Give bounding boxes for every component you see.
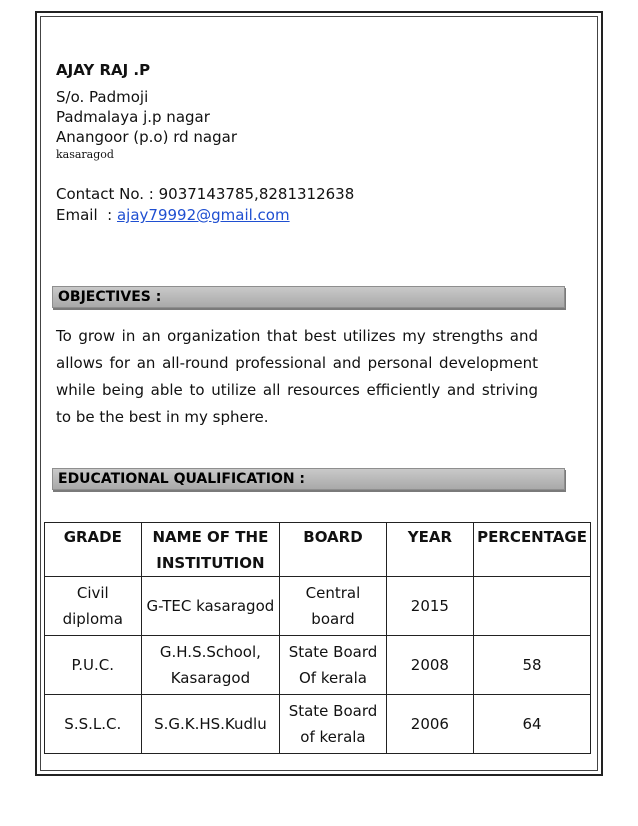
address-line-2: Padmalaya j.p nagar xyxy=(56,108,210,126)
cell-year: 2015 xyxy=(386,577,473,636)
cell-grade: S.S.L.C. xyxy=(45,695,142,754)
cell-institution: S.G.K.HS.Kudlu xyxy=(141,695,280,754)
table-row xyxy=(45,636,591,695)
header-grade: GRADE xyxy=(45,523,142,577)
email-label: Email : xyxy=(56,206,117,224)
table-row xyxy=(45,695,591,754)
objectives-heading-bar xyxy=(52,286,565,308)
cell-year: 2006 xyxy=(386,695,473,754)
address-line-1: S/o. Padmoji xyxy=(56,88,149,106)
objective-text: To grow in an organization that best utilizes my strengths and allows for an all-round professional and personal development while being able to utilize all resources efficiently and striving to be the best in my sphere. xyxy=(56,327,538,426)
header-institution: NAME OF THE INSTITUTION xyxy=(141,523,280,577)
cell-board: Central board xyxy=(280,577,386,636)
header-board: BOARD xyxy=(280,523,386,577)
header-year: YEAR xyxy=(386,523,473,577)
cell-percentage xyxy=(474,577,591,636)
education-heading-bar xyxy=(52,468,565,490)
address-line-3: Anangoor (p.o) rd nagar xyxy=(56,128,237,146)
contact-label: Contact No. : xyxy=(56,185,159,203)
cell-grade: Civil diploma xyxy=(45,577,142,636)
applicant-name: AJAY RAJ .P xyxy=(56,61,151,79)
contact-numbers: 9037143785,8281312638 xyxy=(158,185,355,203)
email-link[interactable]: ajay79992@gmail.com xyxy=(116,206,290,224)
cell-institution: G-TEC kasaragod xyxy=(141,577,280,636)
email-row xyxy=(56,206,290,224)
cell-board: State Board Of kerala xyxy=(280,636,386,695)
objectives-heading: OBJECTIVES : xyxy=(58,289,162,305)
cell-grade: P.U.C. xyxy=(45,636,142,695)
cell-institution: G.H.S.School, Kasaragod xyxy=(141,636,280,695)
header-percentage: PERCENTAGE xyxy=(474,523,591,577)
cell-year: 2008 xyxy=(386,636,473,695)
address-district: kasaragod xyxy=(56,148,114,161)
contact-row xyxy=(56,185,354,203)
cell-percentage: 58 xyxy=(474,636,591,695)
table-header-row xyxy=(45,523,591,577)
education-heading: EDUCATIONAL QUALIFICATION : xyxy=(58,471,306,487)
cell-percentage: 64 xyxy=(474,695,591,754)
table-row xyxy=(45,577,591,636)
cell-board: State Board of kerala xyxy=(280,695,386,754)
education-table xyxy=(44,522,591,754)
